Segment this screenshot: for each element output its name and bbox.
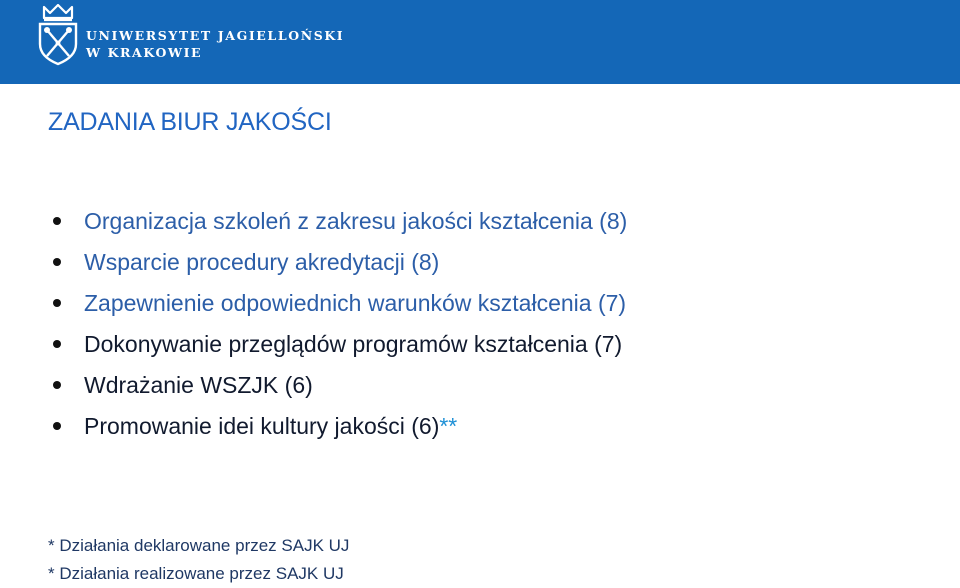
footnote-marker: ** bbox=[439, 413, 458, 439]
bullet-icon bbox=[53, 340, 61, 348]
list-item bbox=[50, 406, 627, 447]
list-item-text: Wdrażanie WSZJK (6) bbox=[84, 372, 313, 398]
slide-title: ZADANIA BIUR JAKOŚCI bbox=[48, 108, 332, 136]
university-name-line2: W KRAKOWIE bbox=[86, 45, 203, 60]
list-item bbox=[50, 201, 627, 242]
bullet-icon bbox=[53, 217, 61, 225]
list-item bbox=[50, 365, 627, 406]
bullet-icon bbox=[53, 299, 61, 307]
list-item-text: Organizacja szkoleń z zakresu jakości kształcenia (8) bbox=[84, 208, 628, 234]
university-name bbox=[86, 27, 344, 61]
list-item bbox=[50, 242, 627, 283]
list-item-text: Dokonywanie przeglądów programów kształcenia (7) bbox=[84, 331, 623, 357]
bullet-icon bbox=[53, 381, 61, 389]
list-item-text: Zapewnienie odpowiednich warunków kształcenia (7) bbox=[84, 290, 627, 316]
list-item bbox=[50, 324, 627, 365]
list-item bbox=[50, 283, 627, 324]
university-name-line1: UNIWERSYTET JAGIELLOŃSKI bbox=[86, 28, 345, 43]
bullet-icon bbox=[53, 258, 61, 266]
footnote: * Działania deklarowane przez SAJK UJ bbox=[48, 536, 350, 555]
footnote: * Działania realizowane przez SAJK UJ bbox=[48, 564, 344, 583]
jagiellonian-crest-icon bbox=[36, 4, 80, 66]
footnotes bbox=[48, 532, 349, 588]
bullet-icon bbox=[53, 422, 61, 430]
list-item-text: Wsparcie procedury akredytacji (8) bbox=[84, 249, 440, 275]
list-item-text: Promowanie idei kultury jakości (6) bbox=[84, 413, 440, 439]
task-list bbox=[50, 201, 627, 447]
header-bar bbox=[0, 0, 960, 84]
